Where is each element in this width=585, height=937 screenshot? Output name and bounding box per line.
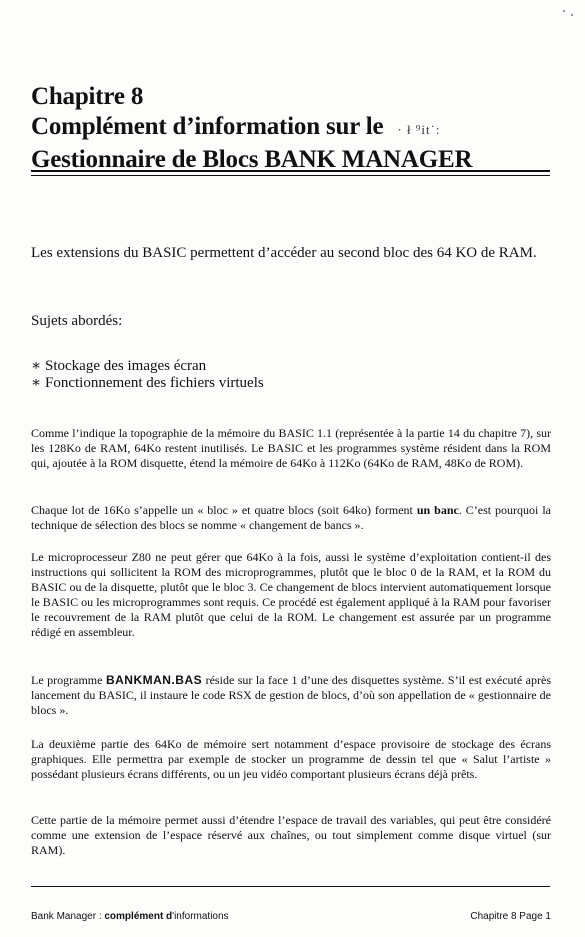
paragraph-text: réside sur la face 1 d’une des disquettes système. S’il est exécuté après lancement du BASIC, il instaure le code RSX de gestion de blocs, d’où son appellation de « gestionnaire de blocs ». xyxy=(31,673,551,717)
body-paragraph: Comme l’indique la topographie de la mémoire du BASIC 1.1 (représentée à la partie 14 du chapitre 7), sur les 128Ko de RAM, 64Ko restent inutilisés. Le BASIC et les programmes système résident dans la ROM qui, ajoutée à la ROM disquette, étend la mémoire de 64Ko à 112Ko (64Ko de RAM, 48Ko de ROM). xyxy=(31,426,551,470)
chapter-number: Chapitre 8 xyxy=(31,83,144,110)
footer-title xyxy=(31,911,229,922)
title-rule-thin xyxy=(31,175,550,176)
body-paragraph: Le microprocesseur Z80 ne peut gérer que 64Ko à la fois, aussi le système d’exploitation contient-il des instructions qui sollicitent la ROM des microprogrammes, plutôt que le bloc 0 de la RAM, et la ROM du BASIC ou de la disquette, plutôt que le bloc 3. Ce changement de blocs intervient automatiquement lorsque le BASIC ou les microprogrammes sont requis. Ce procédé est également appliqué à la RAM pour favoriser le recouvrement de la RAM plutôt que celui de la ROM. Le changement est assurée par un programme rédigé en assembleur. xyxy=(31,550,551,639)
paragraph-text: Chaque lot de 16Ko s’appelle un « bloc » et quatre blocs (soit 64ko) forment xyxy=(31,503,417,517)
file-name: BANKMAN.BAS xyxy=(105,673,203,687)
paragraph-text: . C’est pourquoi la technique de sélection des blocs se nomme « changement de bancs ». xyxy=(31,503,552,532)
paragraph-text: Le programme xyxy=(31,673,106,687)
footer-text: Bank Manager : xyxy=(31,911,105,922)
body-paragraph: Cette partie de la mémoire permet aussi d’étendre l’espace de travail des variables, qui peut être considéré comme une extension de l’espace réservé aux chaînes, ou tout simplement comme disque virtuel (sur RAM). xyxy=(31,813,551,857)
subjects-list xyxy=(31,358,264,392)
intro-paragraph: Les extensions du BASIC permettent d’accéder au second bloc des 64 KO de RAM. xyxy=(31,245,537,261)
chapter-title-line-2 xyxy=(31,112,551,145)
body-paragraph xyxy=(31,503,551,533)
chapter-title-line-3: Gestionnaire de Blocs BANK MANAGER xyxy=(31,146,473,173)
footer-text-bold: complément d xyxy=(104,911,173,922)
page-number: Chapitre 8 Page 1 xyxy=(470,911,551,922)
chapter-title xyxy=(31,82,551,175)
subjects-label: Sujets abordés: xyxy=(31,313,123,329)
list-item xyxy=(31,375,264,392)
scan-speck xyxy=(563,10,565,12)
bullet-icon: ∗ xyxy=(31,358,42,374)
list-item-label: Stockage des images écran xyxy=(45,358,207,374)
bold-term: un banc xyxy=(416,503,459,517)
bullet-icon: ∗ xyxy=(31,375,42,391)
scan-artifact-text: · ł ⁹it˙: xyxy=(397,122,441,137)
body-paragraph: La deuxième partie des 64Ko de mémoire sert notamment d’espace provisoire de stockage des écrans graphiques. Elle permettra par exemple de stocker un programme de dessin tel que « Salut l’artiste » possédant plusieurs écrans différents, ou un jeu vidéo comportant plusieurs écrans déjà prêts. xyxy=(31,737,551,781)
list-item-label: Fonctionnement des fichiers virtuels xyxy=(45,375,264,391)
scan-speck xyxy=(571,14,573,16)
title-rule-thick xyxy=(31,170,550,172)
footer-rule xyxy=(31,886,550,887)
list-item xyxy=(31,358,264,375)
chapter-title-text: Complément d’information sur le xyxy=(31,113,384,140)
footer-text: 'informations xyxy=(172,911,229,922)
body-paragraph xyxy=(31,673,551,718)
